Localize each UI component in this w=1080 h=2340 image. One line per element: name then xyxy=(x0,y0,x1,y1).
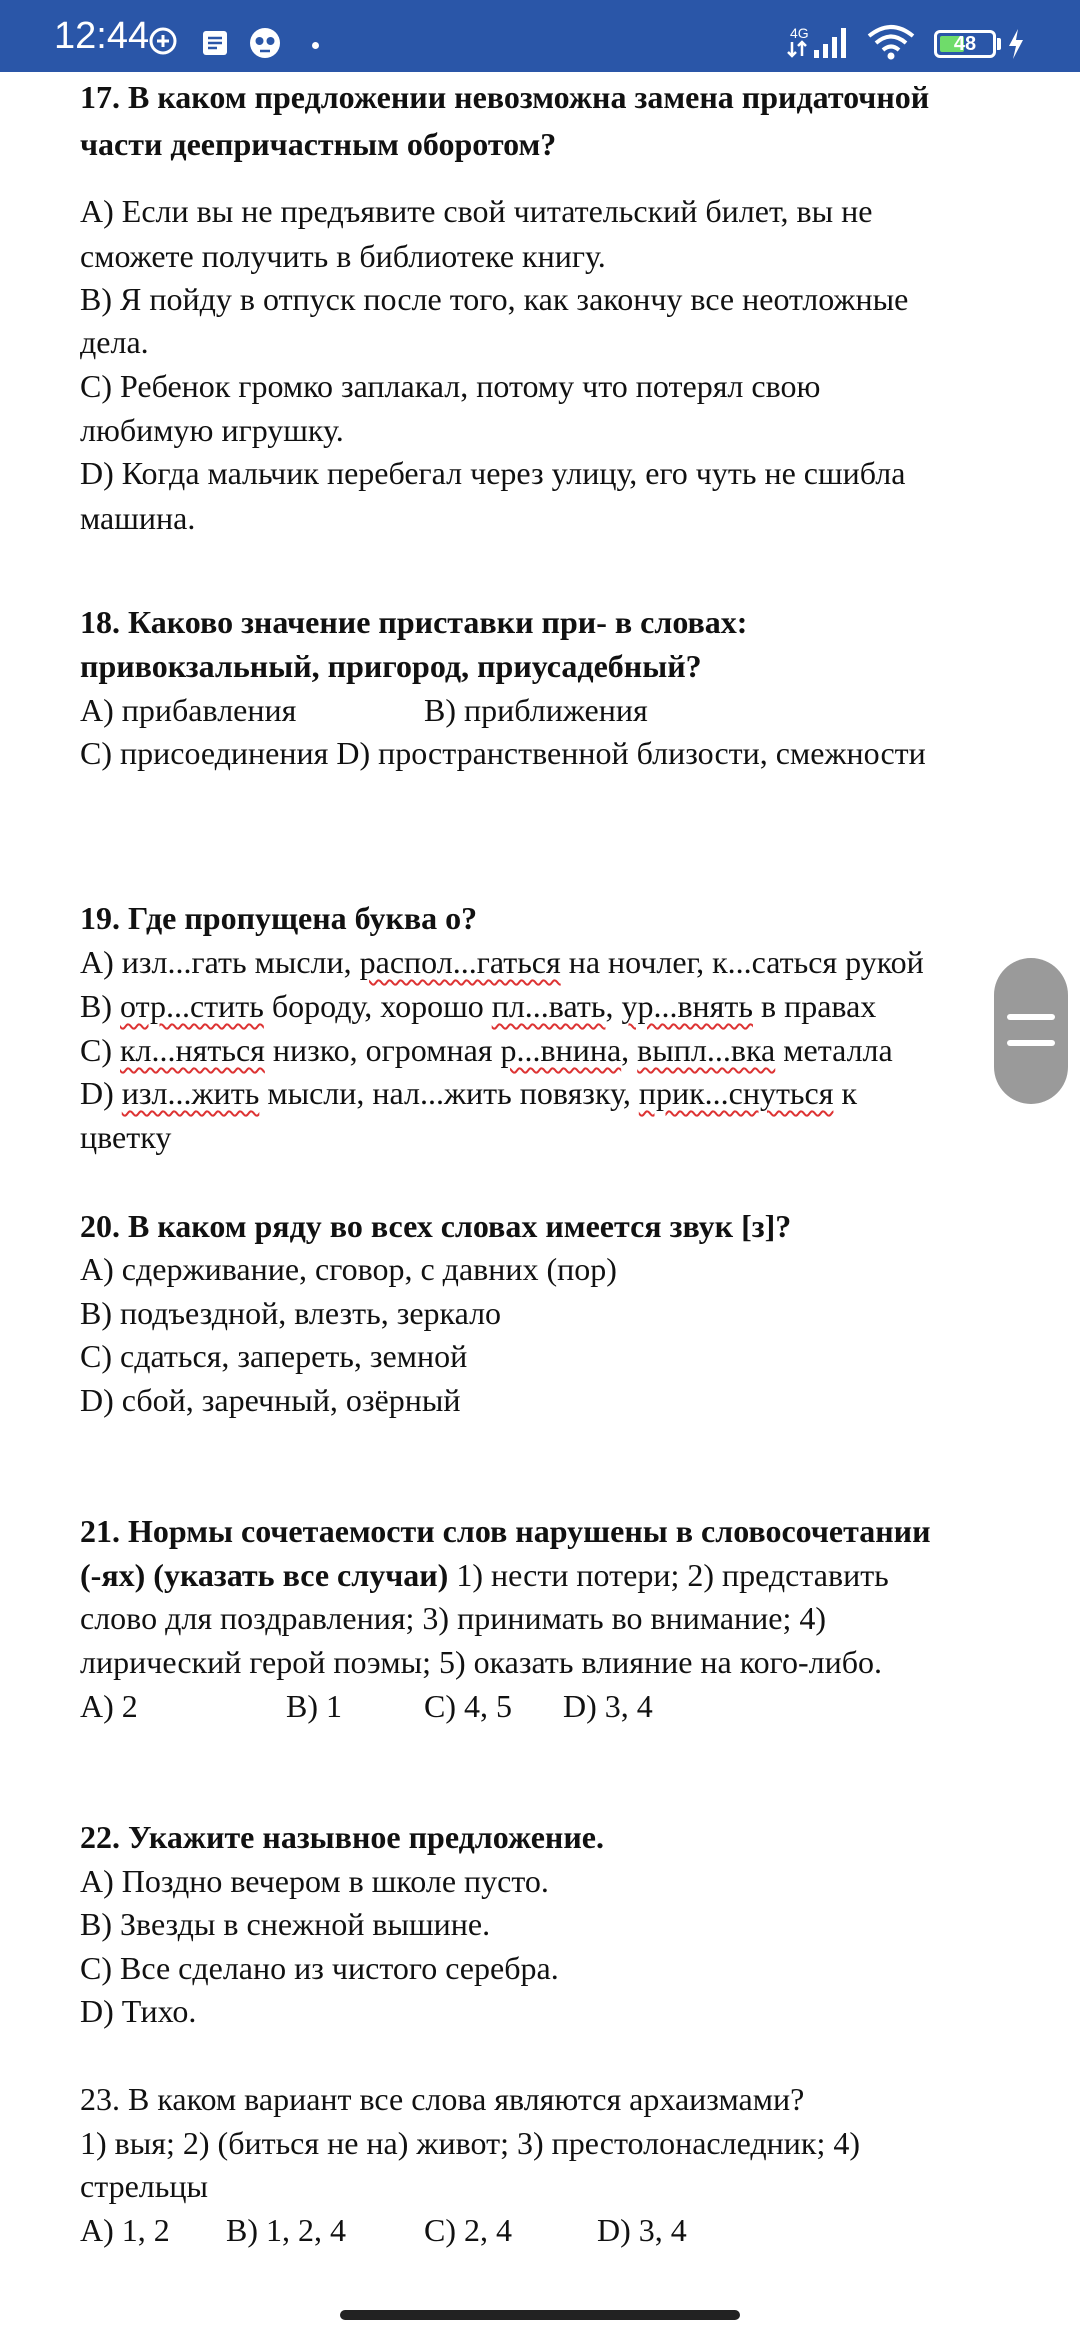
q21-option-a: A) 2 xyxy=(80,1688,138,1724)
message-icon xyxy=(200,28,230,58)
q21-title-line-2 xyxy=(80,1555,889,1595)
q21-title-bold-part: (-ях) (указать все случаи) xyxy=(80,1557,449,1593)
gesture-bar[interactable] xyxy=(340,2310,740,2320)
add-circle-icon xyxy=(148,26,178,56)
q20-title: 20. В каком ряду во всех словах имеется звук [з]? xyxy=(80,1208,792,1244)
battery-icon xyxy=(934,30,996,58)
q19-b-word-2: пл...вать xyxy=(491,988,606,1024)
q23-title: 23. В каком вариант все слова являются архаизмами? xyxy=(80,2081,805,2117)
q22-title: 22. Укажите назывное предложение. xyxy=(80,1819,604,1855)
q19-a-word-1: распол...гаться xyxy=(359,944,561,980)
q19-d-text-1: D) xyxy=(80,1075,122,1111)
q17-title-line-2: части деепричастным оборотом? xyxy=(80,126,557,162)
q19-title: 19. Где пропущена буква о? xyxy=(80,900,478,936)
q19-c-text-4: металла xyxy=(775,1032,893,1068)
q21-option-c: C) 4, 5 xyxy=(424,1688,512,1724)
handle-grip-line-bottom xyxy=(1007,1040,1055,1046)
q17-option-b-line-2: дела. xyxy=(80,324,149,360)
q23-line-2: 1) выя; 2) (биться не на) живот; 3) престолонаследник; 4) xyxy=(80,2125,860,2161)
q19-c-text-1: C) xyxy=(80,1032,120,1068)
network-type: 4G xyxy=(790,25,809,41)
q19-b-text-3: , xyxy=(605,988,622,1024)
status-bar xyxy=(0,0,1080,72)
q19-d-word-2: прик...снуться xyxy=(638,1075,834,1111)
q17-option-d-line-1: D) Когда мальчик перебегал через улицу, его чуть не сшибла xyxy=(80,455,906,491)
q23-line-3: стрельцы xyxy=(80,2168,208,2204)
q23-option-b: B) 1, 2, 4 xyxy=(226,2212,346,2248)
q18-title-line-1: 18. Каково значение приставки при- в словах: xyxy=(80,604,748,640)
q23-option-c: C) 2, 4 xyxy=(424,2212,512,2248)
q19-a-text-2: на ночлег, к...саться рукой xyxy=(560,944,924,980)
q19-option-c xyxy=(80,1030,893,1070)
status-time: 12:44 xyxy=(54,15,150,57)
q19-b-word-3: ур...внять xyxy=(621,988,753,1024)
q22-option-a: A) Поздно вечером в школе пусто. xyxy=(80,1863,549,1899)
q20-option-c: C) сдаться, запереть, земной xyxy=(80,1338,468,1374)
q18-option-a: A) прибавления xyxy=(80,692,297,728)
q17-title-line-1: 17. В каком предложении невозможна замена придаточной xyxy=(80,79,930,115)
q19-d-word-1: изл...жить xyxy=(121,1075,260,1111)
q22-option-c: C) Все сделано из чистого серебра. xyxy=(80,1950,559,1986)
q23-option-d: D) 3, 4 xyxy=(597,2212,687,2248)
q23-option-a: A) 1, 2 xyxy=(80,2212,170,2248)
q18-title-line-2: привокзальный, пригород, приусадебный? xyxy=(80,648,702,684)
q20-option-a: A) сдерживание, сговор, с давних (пор) xyxy=(80,1251,617,1287)
q19-b-word-1: отр...стить xyxy=(120,988,264,1024)
q22-option-d: D) Тихо. xyxy=(80,1993,197,2029)
notification-dot xyxy=(312,42,319,49)
q21-option-b: B) 1 xyxy=(286,1688,342,1724)
q19-c-word-1: кл...няться xyxy=(120,1032,265,1068)
q19-c-text-3: , xyxy=(621,1032,638,1068)
q17-option-c-line-1: C) Ребенок громко заплакал, потому что потерял свою xyxy=(80,368,821,404)
q19-c-word-2: р...внина xyxy=(500,1032,622,1068)
skull-icon xyxy=(248,26,282,60)
q17-option-b-line-1: B) Я пойду в отпуск после того, как закончу все неотложные xyxy=(80,281,909,317)
q21-title-line-1: 21. Нормы сочетаемости слов нарушены в словосочетании xyxy=(80,1513,931,1549)
q21-line-3: слово для поздравления; 3) принимать во внимание; 4) xyxy=(80,1600,827,1636)
battery-nub xyxy=(997,38,1001,50)
handle-grip-line-top xyxy=(1007,1014,1055,1020)
q17-option-a-line-2: сможете получить в библиотеке книгу. xyxy=(80,238,606,274)
q20-option-d: D) сбой, заречный, озёрный xyxy=(80,1382,461,1418)
q19-c-word-3: выпл...вка xyxy=(637,1032,776,1068)
q20-option-b: B) подъездной, влезть, зеркало xyxy=(80,1295,502,1331)
q21-title-rest: 1) нести потери; 2) представить xyxy=(448,1557,889,1593)
q19-b-text-1: B) xyxy=(80,988,120,1024)
q19-option-b xyxy=(80,986,876,1026)
q19-d-text-3: к xyxy=(833,1075,857,1111)
q19-a-text-1: A) изл...гать мысли, xyxy=(80,944,360,980)
q19-b-text-4: в правах xyxy=(752,988,877,1024)
q22-option-b: B) Звезды в снежной вышине. xyxy=(80,1906,491,1942)
q21-option-d: D) 3, 4 xyxy=(563,1688,653,1724)
q19-d-text-2: мысли, нал...жить повязку, xyxy=(259,1075,639,1111)
scroll-handle[interactable] xyxy=(994,958,1068,1104)
q21-line-4: лирический герой поэмы; 5) оказать влияние на кого-либо. xyxy=(80,1644,883,1680)
q19-b-text-2: бороду, хорошо xyxy=(263,988,492,1024)
q19-c-text-2: низко, огромная xyxy=(264,1032,501,1068)
battery-level: 48 xyxy=(953,33,977,55)
charging-icon xyxy=(1006,28,1026,60)
q18-options-c-d: C) присоединения D) пространственной близости, смежности xyxy=(80,735,926,771)
q17-option-c-line-2: любимую игрушку. xyxy=(80,412,344,448)
q19-option-a xyxy=(80,942,924,982)
q17-option-d-line-2: машина. xyxy=(80,500,196,536)
q19-option-d xyxy=(80,1073,857,1113)
wifi-icon xyxy=(866,24,916,60)
q19-option-d-line-2: цветку xyxy=(80,1119,172,1155)
q18-option-b: B) приближения xyxy=(424,692,648,728)
q17-option-a-line-1: A) Если вы не предъявите свой читательский билет, вы не xyxy=(80,193,873,229)
signal-icon xyxy=(784,24,854,60)
